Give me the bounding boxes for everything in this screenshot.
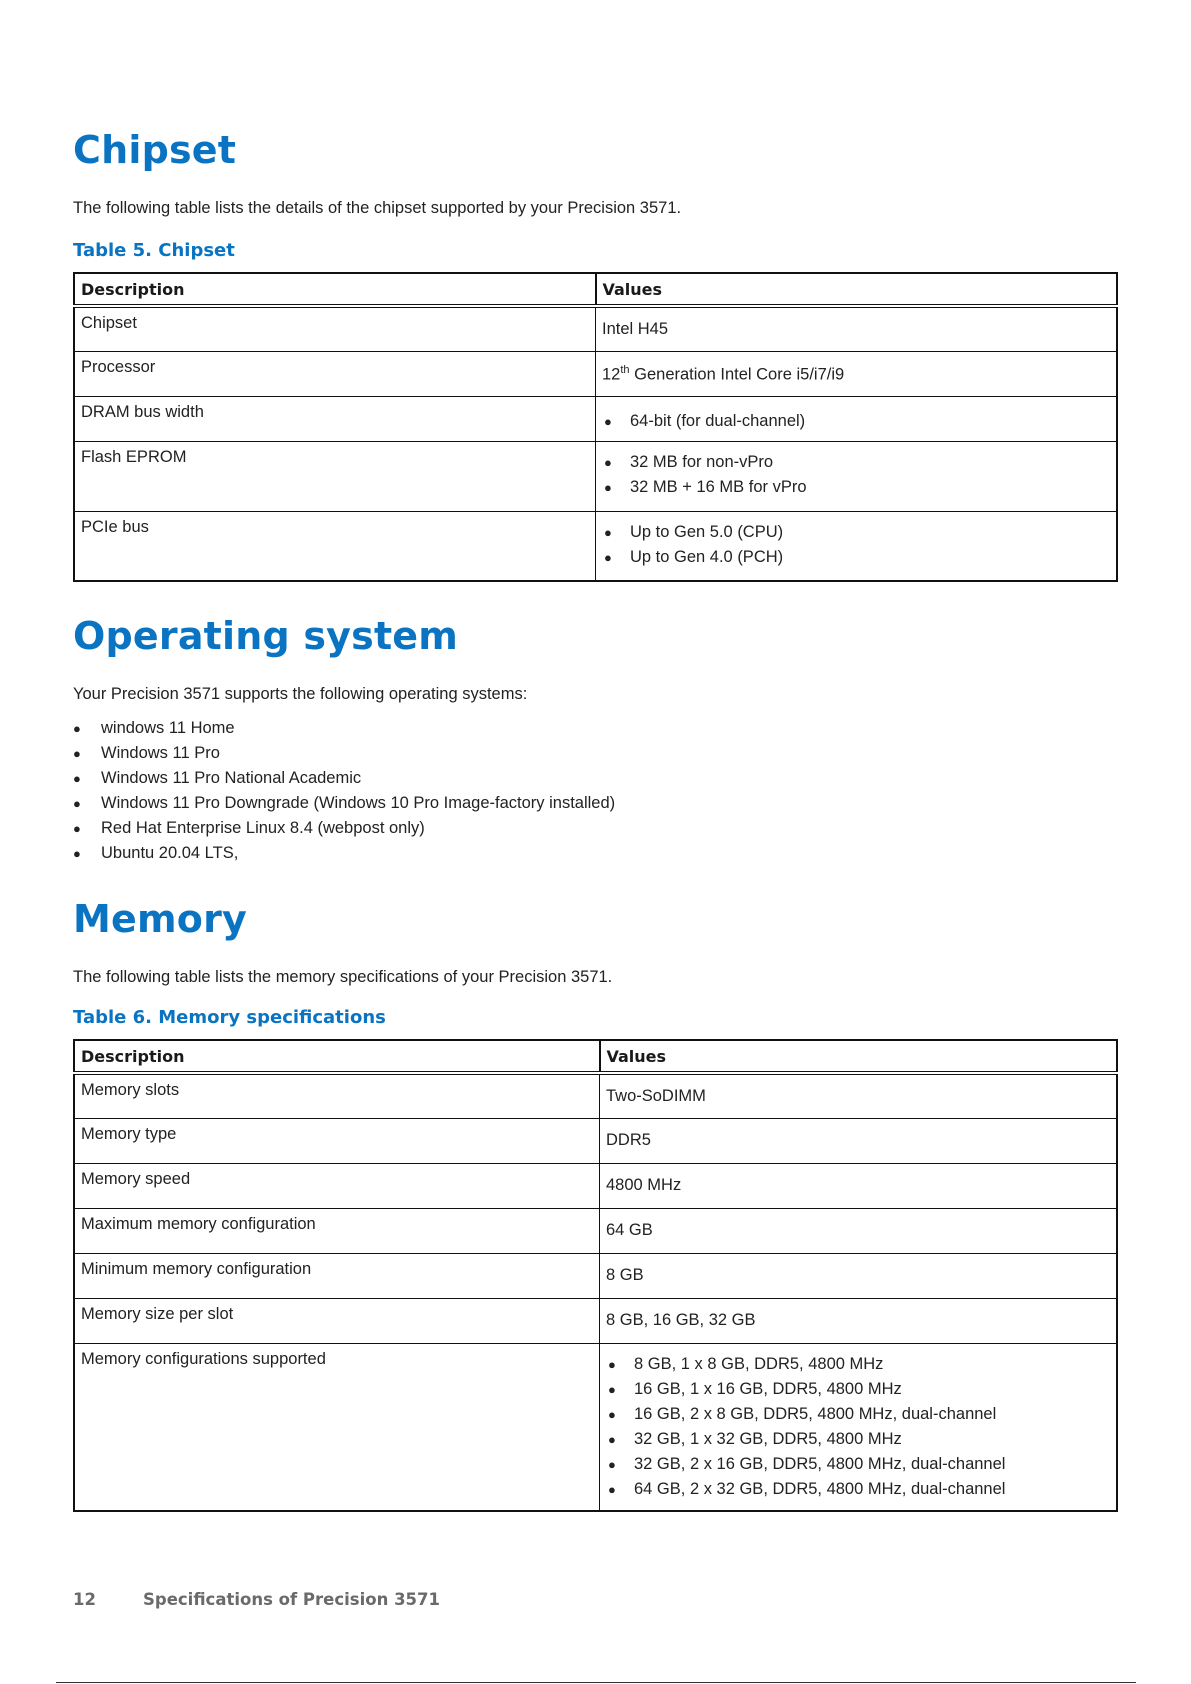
row-value: DDR5 <box>600 1118 1118 1163</box>
row-description: Maximum memory configuration <box>74 1208 600 1253</box>
table-row <box>74 1163 1117 1208</box>
table-row <box>74 351 1117 396</box>
os-heading: Operating system <box>73 614 459 658</box>
chipset-intro: The following table lists the details of the chipset supported by your Precision 3571. <box>73 199 682 217</box>
list-item: ● 16 GB, 2 x 8 GB, DDR5, 4800 MHz, dual-channel <box>606 1402 1110 1427</box>
page-footer <box>73 1590 440 1609</box>
list-item: ● 16 GB, 1 x 16 GB, DDR5, 4800 MHz <box>606 1377 1110 1402</box>
list-item: ● 64-bit (for dual-channel) <box>602 409 1110 434</box>
value-list <box>606 1352 1110 1502</box>
table-row <box>74 1208 1117 1253</box>
memory-table <box>73 1039 1118 1512</box>
os-intro: Your Precision 3571 supports the following operating systems: <box>73 685 528 703</box>
row-description: Chipset <box>74 306 596 351</box>
row-description: Memory slots <box>74 1073 600 1118</box>
row-description: Memory speed <box>74 1163 600 1208</box>
footer-divider <box>56 1682 1136 1683</box>
row-value: Two-SoDIMM <box>600 1073 1118 1118</box>
value-prefix: 12 <box>602 365 621 383</box>
row-description: Flash EPROM <box>74 441 596 511</box>
table-row <box>74 1073 1117 1118</box>
table-row <box>74 1253 1117 1298</box>
list-item: ● 32 GB, 1 x 32 GB, DDR5, 4800 MHz <box>606 1427 1110 1452</box>
table-row <box>74 1298 1117 1343</box>
table-row <box>74 396 1117 441</box>
row-description: Minimum memory configuration <box>74 1253 600 1298</box>
value-text: Generation Intel Core i5/i7/i9 <box>629 365 845 383</box>
list-item: ● Up to Gen 4.0 (PCH) <box>602 545 1110 570</box>
column-header-values: Values <box>600 1040 1118 1073</box>
column-header-values: Values <box>596 273 1118 306</box>
table-row <box>74 511 1117 581</box>
table-row <box>74 441 1117 511</box>
column-header-description: Description <box>74 1040 600 1073</box>
row-description: Memory size per slot <box>74 1298 600 1343</box>
page-number: 12 <box>73 1590 96 1609</box>
row-value: 4800 MHz <box>600 1163 1118 1208</box>
row-value: 64 GB <box>600 1208 1118 1253</box>
table-row <box>74 1118 1117 1163</box>
table-row <box>74 1343 1117 1511</box>
list-item: ● 32 MB + 16 MB for vPro <box>602 475 1110 500</box>
value-list <box>602 450 1110 500</box>
table-header-row <box>74 1040 1117 1073</box>
list-item: ● 32 MB for non-vPro <box>602 450 1110 475</box>
list-item: ● Red Hat Enterprise Linux 8.4 (webpost only) <box>73 816 615 841</box>
list-item: ● 64 GB, 2 x 32 GB, DDR5, 4800 MHz, dual-channel <box>606 1477 1110 1502</box>
row-value <box>596 351 1118 396</box>
row-value: 8 GB, 16 GB, 32 GB <box>600 1298 1118 1343</box>
table-header-row <box>74 273 1117 306</box>
row-description: DRAM bus width <box>74 396 596 441</box>
row-description: Memory configurations supported <box>74 1343 600 1511</box>
os-list <box>73 716 615 866</box>
row-value <box>596 396 1118 441</box>
list-item: ● Up to Gen 5.0 (CPU) <box>602 520 1110 545</box>
list-item: ● 8 GB, 1 x 8 GB, DDR5, 4800 MHz <box>606 1352 1110 1377</box>
list-item: ● Ubuntu 20.04 LTS, <box>73 841 615 866</box>
chipset-table <box>73 272 1118 582</box>
row-value <box>596 441 1118 511</box>
chipset-table-caption: Table 5. Chipset <box>73 240 235 261</box>
list-item: ● 32 GB, 2 x 16 GB, DDR5, 4800 MHz, dual-channel <box>606 1452 1110 1477</box>
row-value: 8 GB <box>600 1253 1118 1298</box>
row-description: Memory type <box>74 1118 600 1163</box>
memory-intro: The following table lists the memory specifications of your Precision 3571. <box>73 968 613 986</box>
list-item: ● Windows 11 Pro <box>73 741 615 766</box>
list-item: ● Windows 11 Pro Downgrade (Windows 10 Pro Image-factory installed) <box>73 791 615 816</box>
memory-heading: Memory <box>73 897 247 941</box>
list-item: ● Windows 11 Pro National Academic <box>73 766 615 791</box>
row-description: PCIe bus <box>74 511 596 581</box>
row-value <box>600 1343 1118 1511</box>
value-superscript: th <box>620 363 630 376</box>
row-description: Processor <box>74 351 596 396</box>
table-row <box>74 306 1117 351</box>
column-header-description: Description <box>74 273 596 306</box>
row-value <box>596 511 1118 581</box>
value-list <box>602 520 1110 570</box>
memory-table-caption: Table 6. Memory specifications <box>73 1007 386 1028</box>
chipset-heading: Chipset <box>73 128 237 172</box>
list-item: ● windows 11 Home <box>73 716 615 741</box>
row-value: Intel H45 <box>596 306 1118 351</box>
footer-title: Specifications of Precision 3571 <box>143 1590 440 1609</box>
value-list <box>602 409 1110 434</box>
